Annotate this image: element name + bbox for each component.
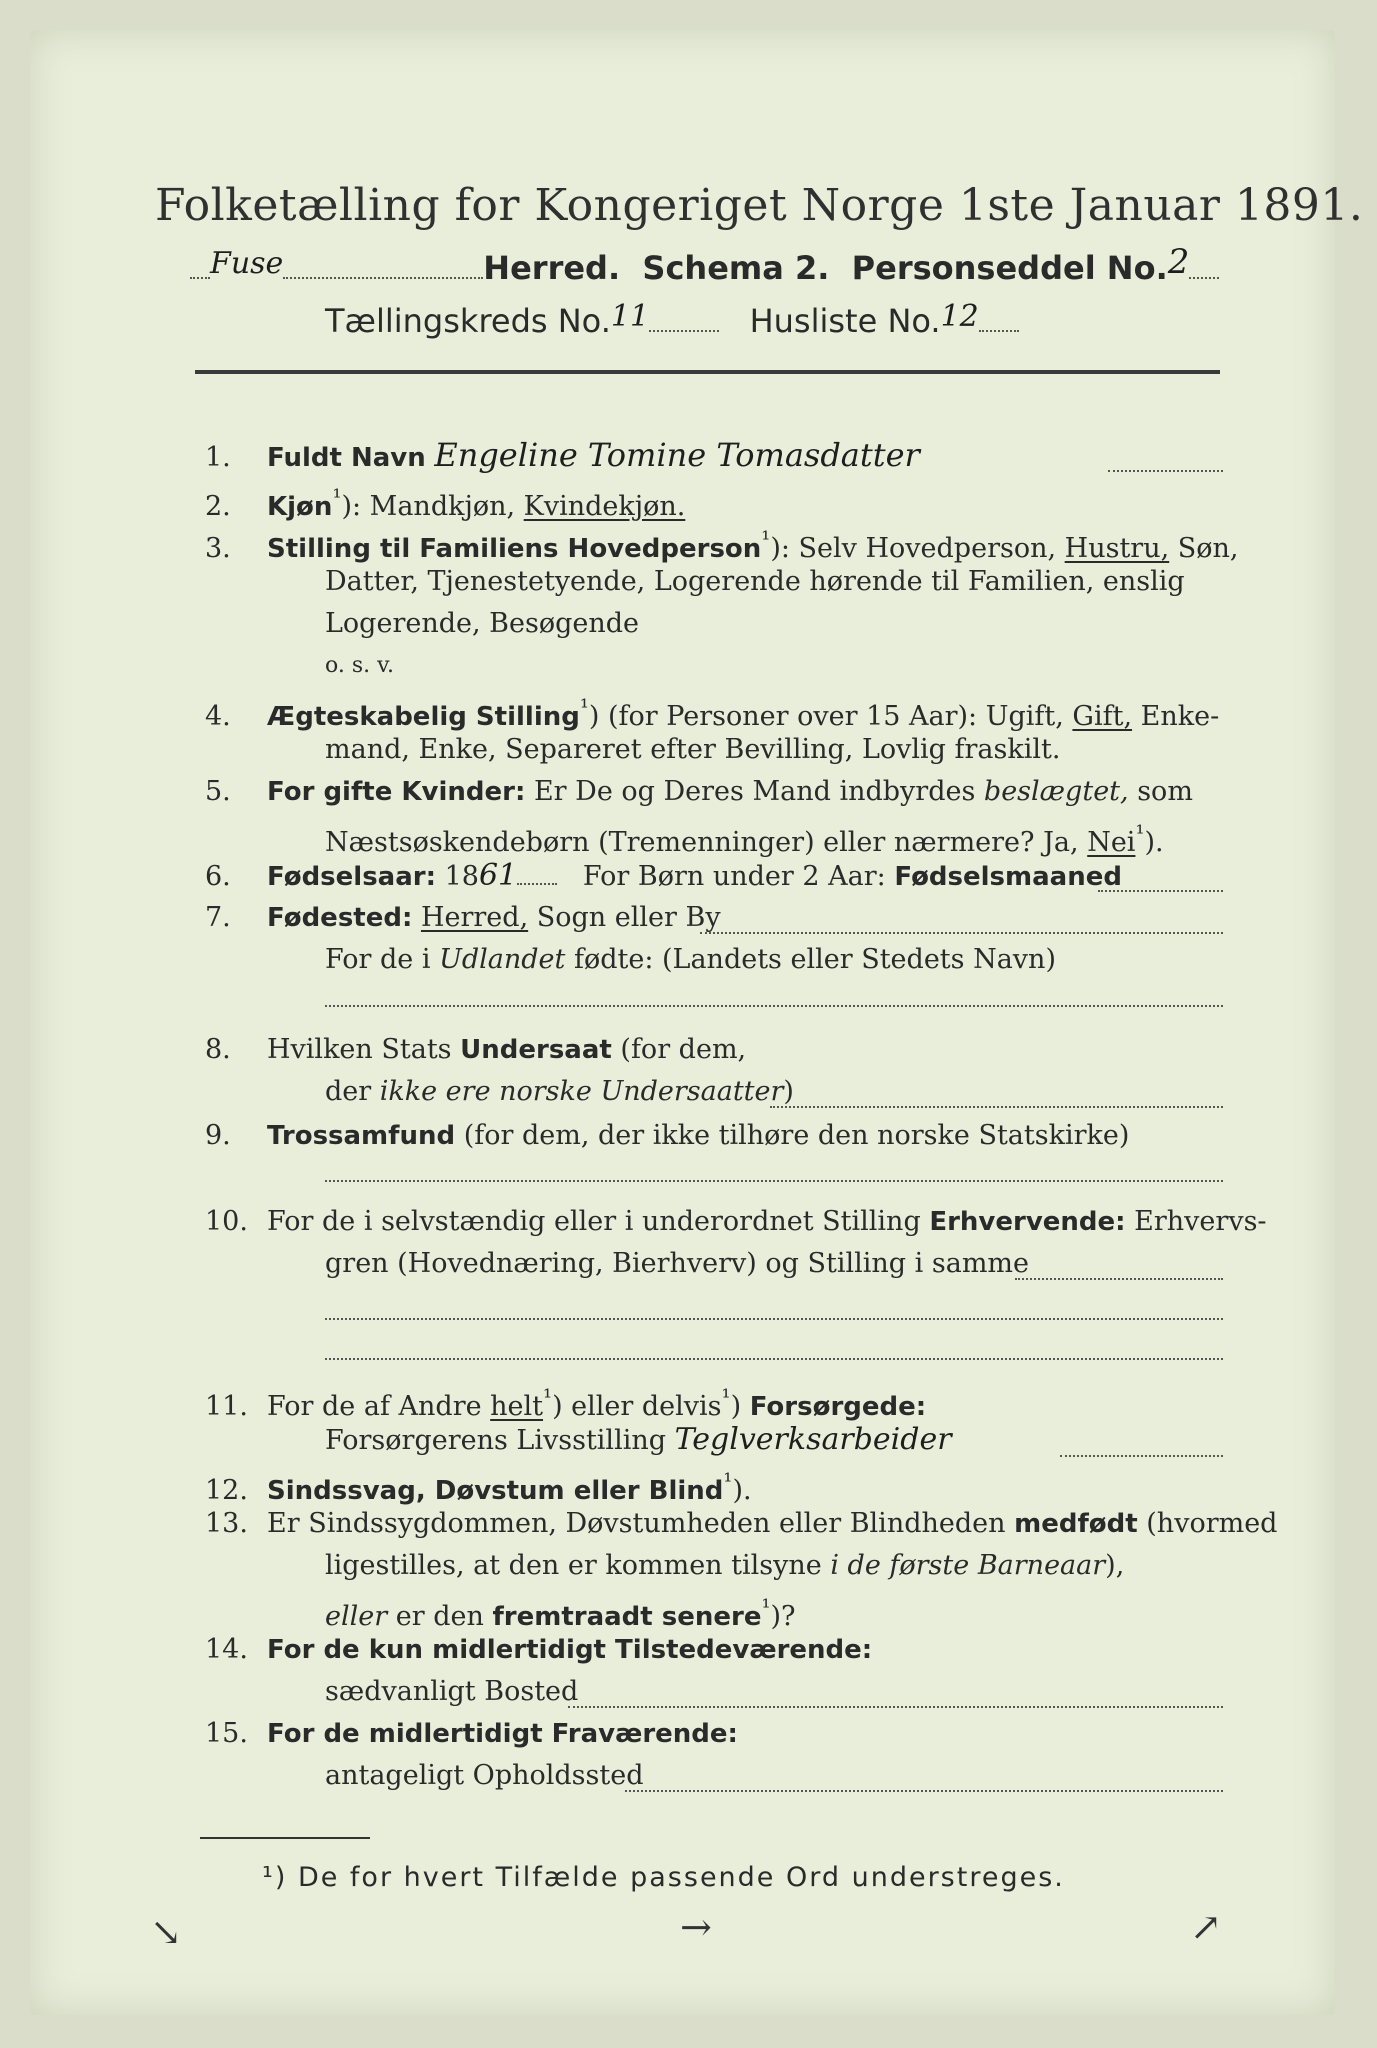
item-9: 9. Trossamfund (for dem, der ikke tilhøre den norske Statskirke) [205,1120,1130,1151]
item-2-selected: Kvindekjøn. [523,491,686,522]
personseddel-label: Personseddel No. [851,249,1168,287]
item-1-fill-line [1108,470,1223,472]
item-1: 1. Fuldt Navn Engeline Tomine Tomasdatter [205,436,920,474]
item-4: 4. Ægteskabelig Stilling$^{^1}$) (for Personer over 15 Aar): Ugift, Gift, Enke- [205,695,1220,732]
item-2: 2. Kjøn$^{^1}$): Mandkjøn, Kvindekjøn. [205,485,686,522]
personseddel-value: 2 [1167,242,1190,282]
schema-label: Schema 2. [642,249,830,287]
item-8: 8. Hvilken Stats Undersaat (for dem, [205,1034,747,1065]
item-1-full-name: Engeline Tomine Tomasdatter [434,436,920,474]
item-15: 15. For de midlertidigt Fraværende: [205,1718,738,1749]
item-10: 10. For de i selvstændig eller i underordnet Stilling Erhvervende: Erhvervs- [205,1206,1267,1237]
item-13: 13. Er Sindssygdommen, Døvstumheden eller Blindheden medfødt (hvormed [205,1508,1278,1539]
item-5-selected: Nei [1087,827,1136,858]
item-7-selected: Herred, [420,902,529,933]
item-12: 12. Sindssvag, Døvstum eller Blind$^{^1}$). [205,1469,752,1506]
form-title: Folketælling for Kongeriget Norge 1ste Januar 1891. [155,180,1364,231]
kreds-label: Tællingskreds No. [325,302,611,340]
item-11-selected: helt [490,1391,544,1422]
herred-value: Fuse [210,246,284,281]
header-line-herred [190,242,1219,288]
footnote: ¹) De for hvert Tilfælde passende Ord understreges. [262,1862,1065,1893]
corner-mark-center: → [680,1905,712,1949]
husliste-label: Husliste No. [749,302,941,340]
item-11-provider-occupation: Teglverksarbeider [674,1422,952,1457]
kreds-value: 11 [610,299,650,334]
item-3-selected: Hustru, [1064,533,1170,564]
header-rule [195,370,1220,374]
item-4-selected: Gift, [1072,701,1133,732]
item-11: 11. For de af Andre helt$^{^1}$) eller delvis$^{^1}$) Forsørgede: [205,1385,927,1422]
footnote-rule [200,1837,370,1839]
herred-label: Herred. [483,249,621,287]
item-1-label: Fuldt Navn [267,443,426,473]
item-7: 7. Fødested: Herred, Sogn eller By [205,902,721,933]
item-5: 5. For gifte Kvinder: Er De og Deres Mand indbyrdes beslægtet, som [205,776,1193,807]
corner-mark-left: ↘ [150,1910,182,1954]
header-line-kreds [325,299,1019,340]
item-14: 14. For de kun midlertidigt Tilstedeværende: [205,1634,873,1665]
corner-mark-right: ↗ [1190,1905,1222,1949]
item-3: 3. Stilling til Familiens Hovedperson$^{^1}$): Selv Hovedperson, Hustru, Søn, [205,527,1239,564]
item-6-birth-year: 61 [478,858,518,893]
husliste-value: 12 [940,299,979,334]
item-6: 6. Fødselsaar: 1861 For Børn under 2 Aar: Fødselsmaaned [205,858,1122,893]
